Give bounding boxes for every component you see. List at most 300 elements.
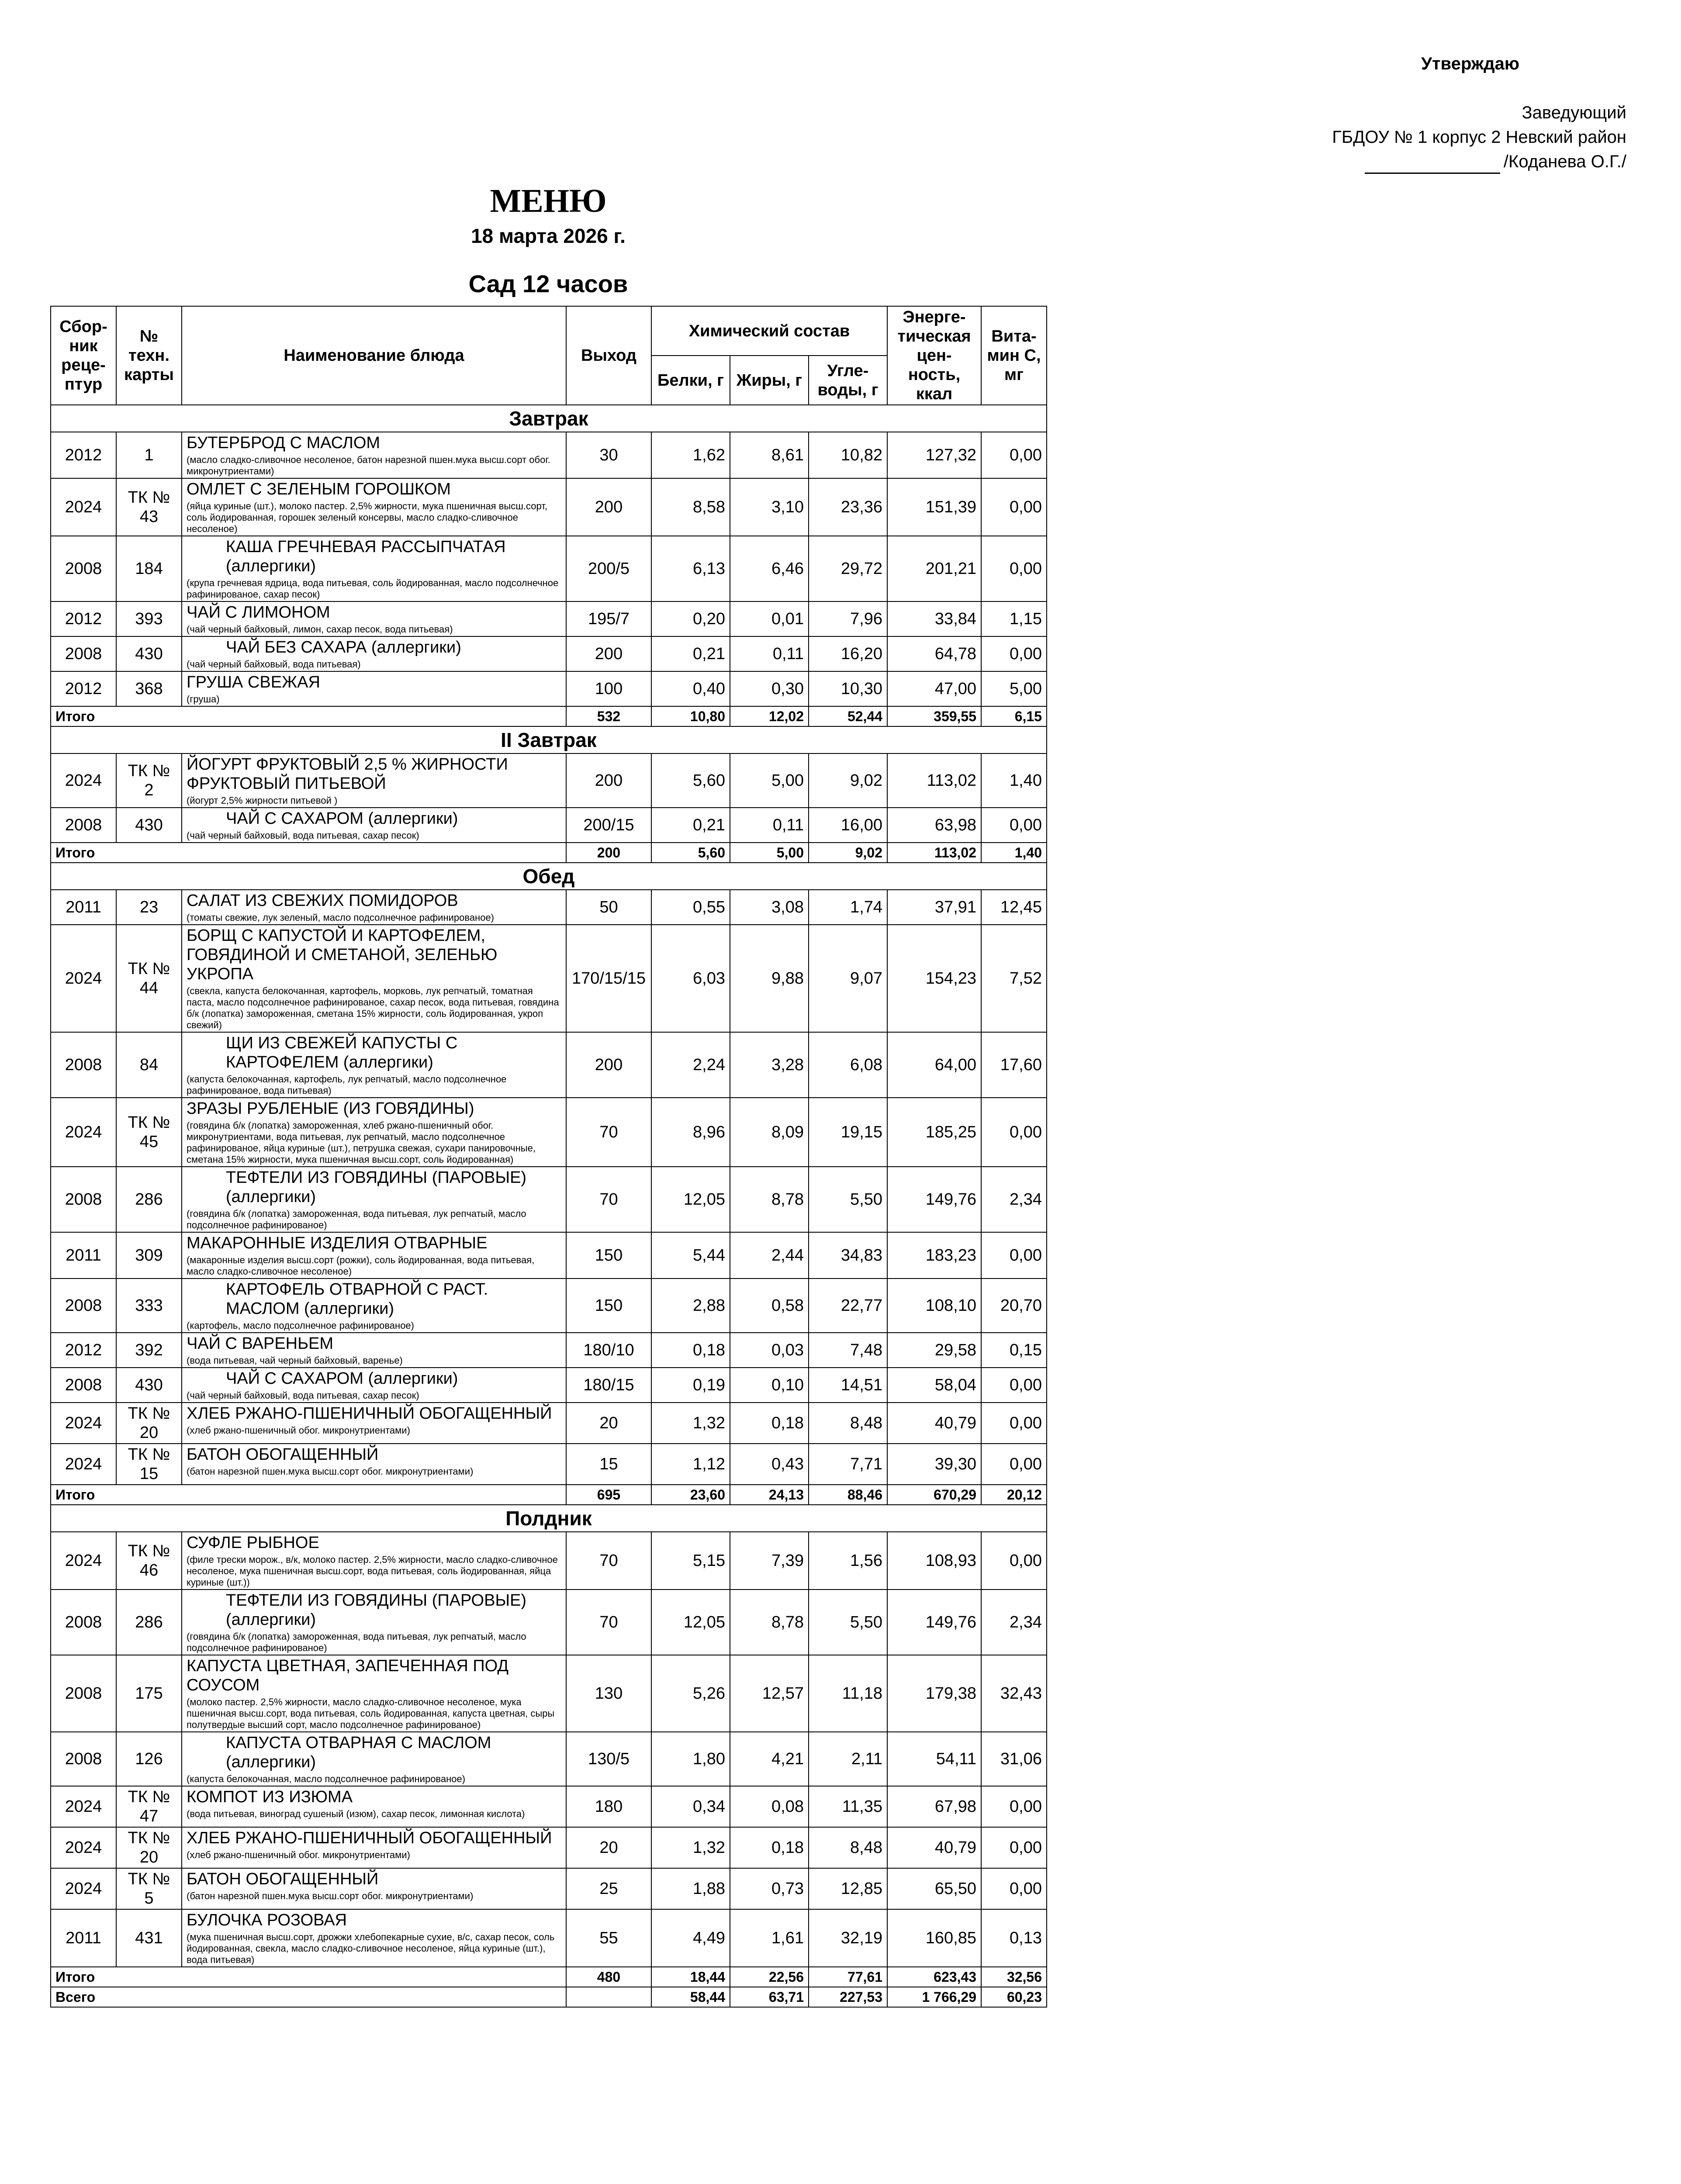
table-row: [51, 1098, 1047, 1167]
dish-composition: (мука пшеничная высш.сорт, дрожжи хлебопекарные сухие, в/с, сахар песок, соль йодированная, свекла, масло сладко-сливочное несоленое, яйца куриные (шт.), вода питьевая): [187, 1932, 555, 1965]
dish-composition: (говядина б/к (лопатка) замороженная, вода питьевая, лук репчатый, масло подсолнечное рафинированое): [187, 1208, 526, 1230]
dish-name: ЧАЙ С САХАРОМ (аллергики): [226, 809, 458, 828]
fat-cell: 3,28: [730, 1032, 809, 1098]
col-energy: Энерге-тическая цен-ность, ккал: [887, 306, 981, 405]
dish-name: САЛАТ ИЗ СВЕЖИХ ПОМИДОРОВ: [187, 892, 458, 910]
dish-name: ХЛЕБ РЖАНО-ПШЕНИЧНЫЙ ОБОГАЩЕННЫЙ: [187, 1404, 552, 1423]
vitamin-cell: 2,34: [981, 1590, 1047, 1655]
carbs-cell: 5,50: [809, 1167, 887, 1232]
total-carbs: 77,61: [809, 1967, 887, 1987]
yield-cell: 200: [566, 636, 651, 671]
dish-name: КАША ГРЕЧНЕВАЯ РАССЫПЧАТАЯ (аллергики): [226, 538, 506, 575]
carbs-cell: 1,74: [809, 890, 887, 925]
dish-composition: (макаронные изделия высш.сорт (рожки), соль йодированная, вода питьевая, масло сладко-сливочное несоленое): [187, 1254, 535, 1277]
total-vitamin: 6,15: [981, 706, 1047, 726]
carbs-cell: 1,56: [809, 1532, 887, 1590]
dish-composition: (масло сладко-сливочное несоленое, батон нарезной пшен.мука высш.сорт обог. микронутриентами): [187, 454, 550, 477]
vitamin-cell: 0,00: [981, 1232, 1047, 1279]
tech-card-cell: 286: [116, 1167, 182, 1232]
dish-cell: [182, 1403, 566, 1444]
tech-card-cell: 431: [116, 1909, 182, 1967]
carbs-cell: 7,71: [809, 1444, 887, 1485]
yield-cell: 20: [566, 1827, 651, 1868]
table-row: [51, 1333, 1047, 1368]
fat-cell: 8,78: [730, 1167, 809, 1232]
dish-name: ЧАЙ С ЛИМОНОМ: [187, 603, 330, 622]
approval-block: [1190, 52, 1626, 174]
energy-cell: 64,00: [887, 1032, 981, 1098]
yield-cell: 70: [566, 1590, 651, 1655]
fat-cell: 0,11: [730, 636, 809, 671]
col-chem: Химический состав: [651, 306, 887, 356]
fat-cell: 0,10: [730, 1368, 809, 1403]
carbs-cell: 10,82: [809, 432, 887, 478]
protein-cell: 0,19: [651, 1368, 730, 1403]
recipe-collection-cell: 2024: [51, 1827, 116, 1868]
tech-card-cell: ТК № 20: [116, 1403, 182, 1444]
yield-cell: 70: [566, 1167, 651, 1232]
table-row: [51, 1167, 1047, 1232]
vitamin-cell: 0,00: [981, 1532, 1047, 1590]
energy-cell: 113,02: [887, 753, 981, 808]
dish-composition: (вода питьевая, чай черный байховый, варенье): [187, 1355, 403, 1366]
tech-card-cell: ТК № 5: [116, 1868, 182, 1909]
yield-cell: 70: [566, 1532, 651, 1590]
total-label: Итого: [51, 1967, 566, 1987]
dish-name: БУЛОЧКА РОЗОВАЯ: [187, 1911, 347, 1929]
dish-name: ЙОГУРТ ФРУКТОВЫЙ 2,5 % ЖИРНОСТИ ФРУКТОВЫЙ ПИТЬЕВОЙ: [187, 755, 508, 793]
fat-cell: 0,11: [730, 808, 809, 843]
carbs-cell: 11,18: [809, 1655, 887, 1732]
dish-composition: (говядина б/к (лопатка) замороженная, хлеб ржано-пшеничный обог. микронутриентами, вода питьевая, лук репчатый, масло подсолнечное рафинированое, яйца куриные (шт.), петрушка свежая, сухари панировочные, сметана 15% жирности, мука пшеничная высш.сорт, соль йодированная): [187, 1120, 536, 1165]
col-dish: Наименование блюда: [182, 306, 566, 405]
tech-card-cell: ТК № 43: [116, 478, 182, 536]
recipe-collection-cell: 2012: [51, 671, 116, 706]
carbs-cell: 16,20: [809, 636, 887, 671]
recipe-collection-cell: 2011: [51, 1909, 116, 1967]
recipe-collection-cell: 2008: [51, 1655, 116, 1732]
protein-cell: 4,49: [651, 1909, 730, 1967]
recipe-collection-cell: 2011: [51, 1232, 116, 1279]
vitamin-cell: 2,34: [981, 1167, 1047, 1232]
fat-cell: 0,01: [730, 601, 809, 636]
dish-name: ЧАЙ С САХАРОМ (аллергики): [226, 1369, 458, 1388]
protein-cell: 0,20: [651, 601, 730, 636]
energy-cell: 149,76: [887, 1590, 981, 1655]
protein-cell: 0,34: [651, 1786, 730, 1827]
vitamin-cell: 0,00: [981, 478, 1047, 536]
recipe-collection-cell: 2008: [51, 1032, 116, 1098]
grand-total-protein: 58,44: [651, 1987, 730, 2007]
dish-cell: [182, 808, 566, 843]
col-vitamin: Вита-мин С, мг: [981, 306, 1047, 405]
carbs-cell: 19,15: [809, 1098, 887, 1167]
carbs-cell: 6,08: [809, 1032, 887, 1098]
dish-composition: (батон нарезной пшен.мука высш.сорт обог. микронутриентами): [187, 1466, 474, 1477]
dish-name: СУФЛЕ РЫБНОЕ: [187, 1534, 319, 1552]
fat-cell: 6,46: [730, 536, 809, 601]
dish-name: КАПУСТА ЦВЕТНАЯ, ЗАПЕЧЕННАЯ ПОД СОУСОМ: [187, 1657, 509, 1694]
energy-cell: 67,98: [887, 1786, 981, 1827]
energy-cell: 40,79: [887, 1403, 981, 1444]
dish-cell: [182, 1732, 566, 1786]
vitamin-cell: 0,00: [981, 536, 1047, 601]
energy-cell: 149,76: [887, 1167, 981, 1232]
dish-cell: [182, 432, 566, 478]
tech-card-cell: 84: [116, 1032, 182, 1098]
carbs-cell: 12,85: [809, 1868, 887, 1909]
protein-cell: 1,32: [651, 1403, 730, 1444]
protein-cell: 8,58: [651, 478, 730, 536]
fat-cell: 1,61: [730, 1909, 809, 1967]
vitamin-cell: 7,52: [981, 925, 1047, 1032]
table-row: [51, 636, 1047, 671]
recipe-collection-cell: 2024: [51, 1532, 116, 1590]
energy-cell: 108,93: [887, 1532, 981, 1590]
fat-cell: 2,44: [730, 1232, 809, 1279]
grand-total-carbs: 227,53: [809, 1987, 887, 2007]
dish-cell: [182, 671, 566, 706]
dish-cell: [182, 1032, 566, 1098]
fat-cell: 3,08: [730, 890, 809, 925]
dish-cell: [182, 478, 566, 536]
tech-card-cell: 430: [116, 636, 182, 671]
section-row: [51, 726, 1047, 753]
recipe-collection-cell: 2024: [51, 1868, 116, 1909]
energy-cell: 201,21: [887, 536, 981, 601]
recipe-collection-cell: 2008: [51, 1732, 116, 1786]
table-row: [51, 808, 1047, 843]
yield-cell: 130: [566, 1655, 651, 1732]
vitamin-cell: 0,15: [981, 1333, 1047, 1368]
tech-card-cell: 333: [116, 1279, 182, 1333]
menu-body: [51, 405, 1047, 2007]
dish-cell: [182, 636, 566, 671]
recipe-collection-cell: 2024: [51, 478, 116, 536]
total-label: Итого: [51, 1485, 566, 1505]
table-row: [51, 478, 1047, 536]
protein-cell: 0,21: [651, 636, 730, 671]
dish-name: КАПУСТА ОТВАРНАЯ С МАСЛОМ (аллергики): [226, 1734, 491, 1771]
protein-cell: 0,55: [651, 890, 730, 925]
dish-name: КАРТОФЕЛЬ ОТВАРНОЙ С РАСТ. МАСЛОМ (аллергики): [226, 1280, 488, 1318]
vitamin-cell: 0,00: [981, 432, 1047, 478]
dish-cell: [182, 1098, 566, 1167]
total-carbs: 88,46: [809, 1485, 887, 1505]
yield-cell: 200: [566, 753, 651, 808]
energy-cell: 33,84: [887, 601, 981, 636]
energy-cell: 47,00: [887, 671, 981, 706]
dish-name: ТЕФТЕЛИ ИЗ ГОВЯДИНЫ (ПАРОВЫЕ) (аллергики): [226, 1168, 527, 1206]
protein-cell: 5,60: [651, 753, 730, 808]
total-energy: 113,02: [887, 843, 981, 863]
section-title: Полдник: [51, 1505, 1047, 1532]
vitamin-cell: 0,00: [981, 1868, 1047, 1909]
energy-cell: 40,79: [887, 1827, 981, 1868]
recipe-collection-cell: 2024: [51, 1786, 116, 1827]
total-energy: 670,29: [887, 1485, 981, 1505]
energy-cell: 29,58: [887, 1333, 981, 1368]
dish-composition: (чай черный байховый, вода питьевая, сахар песок): [187, 1390, 419, 1401]
total-yield: 532: [566, 706, 651, 726]
vitamin-cell: 1,15: [981, 601, 1047, 636]
protein-cell: 12,05: [651, 1167, 730, 1232]
protein-cell: 6,13: [651, 536, 730, 601]
vitamin-cell: 31,06: [981, 1732, 1047, 1786]
tech-card-cell: ТК № 44: [116, 925, 182, 1032]
carbs-cell: 8,48: [809, 1827, 887, 1868]
vitamin-cell: 0,00: [981, 1827, 1047, 1868]
yield-cell: 70: [566, 1098, 651, 1167]
total-label: Итого: [51, 843, 566, 863]
section-row: [51, 863, 1047, 890]
section-row: [51, 1505, 1047, 1532]
dish-name: ЧАЙ С ВАРЕНЬЕМ: [187, 1334, 334, 1353]
col-carbs: Угле-воды, г: [809, 356, 887, 405]
dish-cell: [182, 1444, 566, 1485]
total-label: Итого: [51, 706, 566, 726]
dish-composition: (филе трески морож., в/к, молоко пастер. 2,5% жирности, масло сладко-сливочное несоленое, мука пшеничная высш.сорт, вода питьевая, соль йодированная, яйца куриные (шт.)): [187, 1554, 558, 1588]
dish-cell: [182, 890, 566, 925]
protein-cell: 12,05: [651, 1590, 730, 1655]
tech-card-cell: 184: [116, 536, 182, 601]
recipe-collection-cell: 2008: [51, 808, 116, 843]
dish-composition: (капуста белокочанная, картофель, лук репчатый, масло подсолнечное рафинированое, вода питьевая): [187, 1074, 507, 1096]
protein-cell: 5,26: [651, 1655, 730, 1732]
yield-cell: 20: [566, 1403, 651, 1444]
vitamin-cell: 12,45: [981, 890, 1047, 925]
col-tech-card: № техн. карты: [116, 306, 182, 405]
protein-cell: 5,44: [651, 1232, 730, 1279]
tech-card-cell: 286: [116, 1590, 182, 1655]
total-protein: 18,44: [651, 1967, 730, 1987]
dish-cell: [182, 601, 566, 636]
yield-cell: 50: [566, 890, 651, 925]
fat-cell: 0,73: [730, 1868, 809, 1909]
table-row: [51, 432, 1047, 478]
grand-total-row: [51, 1987, 1047, 2007]
tech-card-cell: 392: [116, 1333, 182, 1368]
fat-cell: 0,18: [730, 1827, 809, 1868]
dish-cell: [182, 1368, 566, 1403]
dish-composition: (свекла, капуста белокочанная, картофель, морковь, лук репчатый, томатная паста, масло подсолнечное рафинированое, сахар песок, вода питьевая, говядина б/к (лопатка) замороженная, сметана 15% жирности, соль йодированная, укроп свежий): [187, 985, 559, 1030]
fat-cell: 3,10: [730, 478, 809, 536]
energy-cell: 151,39: [887, 478, 981, 536]
carbs-cell: 7,48: [809, 1333, 887, 1368]
tech-card-cell: ТК № 20: [116, 1827, 182, 1868]
section-title: II Завтрак: [51, 726, 1047, 753]
energy-cell: 185,25: [887, 1098, 981, 1167]
title-block: [50, 179, 1046, 301]
recipe-collection-cell: 2024: [51, 925, 116, 1032]
dish-composition: (чай черный байховый, вода питьевая): [187, 659, 361, 670]
dish-cell: [182, 1590, 566, 1655]
dish-name: ЗРАЗЫ РУБЛЕНЫЕ (ИЗ ГОВЯДИНЫ): [187, 1099, 474, 1118]
table-row: [51, 1868, 1047, 1909]
dish-name: БУТЕРБРОД С МАСЛОМ: [187, 434, 380, 452]
carbs-cell: 23,36: [809, 478, 887, 536]
dish-composition: (груша): [187, 694, 220, 705]
yield-cell: 100: [566, 671, 651, 706]
recipe-collection-cell: 2008: [51, 636, 116, 671]
vitamin-cell: 17,60: [981, 1032, 1047, 1098]
table-row: [51, 1786, 1047, 1827]
total-fat: 12,02: [730, 706, 809, 726]
fat-cell: 8,78: [730, 1590, 809, 1655]
recipe-collection-cell: 2012: [51, 601, 116, 636]
vitamin-cell: 0,00: [981, 1444, 1047, 1485]
dish-composition: (йогурт 2,5% жирности питьевой ): [187, 795, 338, 806]
dish-name: ТЕФТЕЛИ ИЗ ГОВЯДИНЫ (ПАРОВЫЕ) (аллергики): [226, 1591, 527, 1629]
energy-cell: 183,23: [887, 1232, 981, 1279]
energy-cell: 160,85: [887, 1909, 981, 1967]
table-row: [51, 753, 1047, 808]
total-protein: 5,60: [651, 843, 730, 863]
dish-name: БАТОН ОБОГАЩЕННЫЙ: [187, 1445, 379, 1464]
yield-cell: 170/15/15: [566, 925, 651, 1032]
vitamin-cell: 0,00: [981, 1403, 1047, 1444]
fat-cell: 8,61: [730, 432, 809, 478]
carbs-cell: 11,35: [809, 1786, 887, 1827]
vitamin-cell: 5,00: [981, 671, 1047, 706]
total-yield: 695: [566, 1485, 651, 1505]
col-fat: Жиры, г: [730, 356, 809, 405]
carbs-cell: 29,72: [809, 536, 887, 601]
dish-name: БОРЩ С КАПУСТОЙ И КАРТОФЕЛЕМ, ГОВЯДИНОЙ И СМЕТАНОЙ, ЗЕЛЕНЬЮ УКРОПА: [187, 926, 498, 983]
yield-cell: 130/5: [566, 1732, 651, 1786]
tech-card-cell: 430: [116, 808, 182, 843]
carbs-cell: 16,00: [809, 808, 887, 843]
vitamin-cell: 0,00: [981, 1368, 1047, 1403]
grand-total-fat: 63,71: [730, 1987, 809, 2007]
energy-cell: 154,23: [887, 925, 981, 1032]
total-row: [51, 1967, 1047, 1987]
dish-cell: [182, 1909, 566, 1967]
dish-name: ГРУША СВЕЖАЯ: [187, 673, 320, 691]
carbs-cell: 2,11: [809, 1732, 887, 1786]
dish-cell: [182, 1868, 566, 1909]
total-energy: 623,43: [887, 1967, 981, 1987]
dish-cell: [182, 1333, 566, 1368]
total-vitamin: 1,40: [981, 843, 1047, 863]
protein-cell: 1,88: [651, 1868, 730, 1909]
total-protein: 23,60: [651, 1485, 730, 1505]
protein-cell: 0,21: [651, 808, 730, 843]
total-fat: 5,00: [730, 843, 809, 863]
dish-name: МАКАРОННЫЕ ИЗДЕЛИЯ ОТВАРНЫЕ: [187, 1234, 488, 1252]
dish-name: ЧАЙ БЕЗ САХАРА (аллергики): [226, 638, 461, 657]
total-carbs: 52,44: [809, 706, 887, 726]
recipe-collection-cell: 2012: [51, 1333, 116, 1368]
approval-signature-row: [1190, 149, 1626, 174]
recipe-collection-cell: 2008: [51, 1279, 116, 1333]
energy-cell: 179,38: [887, 1655, 981, 1732]
protein-cell: 2,24: [651, 1032, 730, 1098]
total-protein: 10,80: [651, 706, 730, 726]
table-row: [51, 1532, 1047, 1590]
energy-cell: 54,11: [887, 1732, 981, 1786]
dish-cell: [182, 1655, 566, 1732]
tech-card-cell: 23: [116, 890, 182, 925]
yield-cell: 15: [566, 1444, 651, 1485]
dish-name: КОМПОТ ИЗ ИЗЮМА: [187, 1788, 353, 1806]
recipe-collection-cell: 2008: [51, 1167, 116, 1232]
yield-cell: 200/15: [566, 808, 651, 843]
carbs-cell: 7,96: [809, 601, 887, 636]
energy-cell: 127,32: [887, 432, 981, 478]
dish-cell: [182, 1167, 566, 1232]
energy-cell: 65,50: [887, 1868, 981, 1909]
protein-cell: 2,88: [651, 1279, 730, 1333]
dish-cell: [182, 1232, 566, 1279]
section-row: [51, 405, 1047, 432]
tech-card-cell: ТК № 46: [116, 1532, 182, 1590]
table-row: [51, 1444, 1047, 1485]
tech-card-cell: 430: [116, 1368, 182, 1403]
dish-composition: (молоко пастер. 2,5% жирности, масло сладко-сливочное несоленое, мука пшеничная высш.сорт, вода питьевая, соль йодированная, капуста цветная, сыры полутвердые высший сорт, масло подсолнечное рафинированое): [187, 1697, 555, 1730]
dish-composition: (батон нарезной пшен.мука высш.сорт обог. микронутриентами): [187, 1890, 474, 1901]
tech-card-cell: 309: [116, 1232, 182, 1279]
dish-name: ЩИ ИЗ СВЕЖЕЙ КАПУСТЫ С КАРТОФЕЛЕМ (аллергики): [226, 1034, 458, 1071]
table-row: [51, 601, 1047, 636]
yield-cell: 150: [566, 1232, 651, 1279]
dish-cell: [182, 536, 566, 601]
dish-composition: (чай черный байховый, вода питьевая, сахар песок): [187, 830, 419, 841]
table-row: [51, 1368, 1047, 1403]
yield-cell: 195/7: [566, 601, 651, 636]
total-row: [51, 843, 1047, 863]
fat-cell: 0,58: [730, 1279, 809, 1333]
col-yield: Выход: [566, 306, 651, 405]
recipe-collection-cell: 2011: [51, 890, 116, 925]
energy-cell: 64,78: [887, 636, 981, 671]
protein-cell: 1,62: [651, 432, 730, 478]
tech-card-cell: 393: [116, 601, 182, 636]
yield-cell: 200: [566, 1032, 651, 1098]
energy-cell: 39,30: [887, 1444, 981, 1485]
total-yield: 200: [566, 843, 651, 863]
yield-cell: 180/10: [566, 1333, 651, 1368]
total-fat: 22,56: [730, 1967, 809, 1987]
col-protein: Белки, г: [651, 356, 730, 405]
dish-cell: [182, 1786, 566, 1827]
protein-cell: 1,80: [651, 1732, 730, 1786]
fat-cell: 7,39: [730, 1532, 809, 1590]
recipe-collection-cell: 2008: [51, 1590, 116, 1655]
dish-composition: (яйца куриные (шт.), молоко пастер. 2,5% жирности, мука пшеничная высш.сорт, соль йодированная, горошек зеленый консервы, масло сладко-сливочное несоленое): [187, 501, 547, 534]
dish-composition: (картофель, масло подсолнечное рафинированое): [187, 1320, 414, 1331]
menu-table: [50, 306, 1047, 2008]
fat-cell: 0,03: [730, 1333, 809, 1368]
tech-card-cell: 175: [116, 1655, 182, 1732]
vitamin-cell: 0,13: [981, 1909, 1047, 1967]
dish-composition: (чай черный байховый, лимон, сахар песок, вода питьевая): [187, 624, 453, 635]
table-row: [51, 1590, 1047, 1655]
protein-cell: 8,96: [651, 1098, 730, 1167]
yield-cell: 200/5: [566, 536, 651, 601]
total-energy: 359,55: [887, 706, 981, 726]
dish-name: ОМЛЕТ С ЗЕЛЕНЫМ ГОРОШКОМ: [187, 480, 451, 498]
yield-cell: 55: [566, 1909, 651, 1967]
table-row: [51, 1655, 1047, 1732]
table-row: [51, 1827, 1047, 1868]
tech-card-cell: 126: [116, 1732, 182, 1786]
energy-cell: 108,10: [887, 1279, 981, 1333]
fat-cell: 0,08: [730, 1786, 809, 1827]
dish-cell: [182, 1279, 566, 1333]
dish-composition: (томаты свежие, лук зеленый, масло подсолнечное рафинированое): [187, 912, 494, 923]
fat-cell: 0,30: [730, 671, 809, 706]
